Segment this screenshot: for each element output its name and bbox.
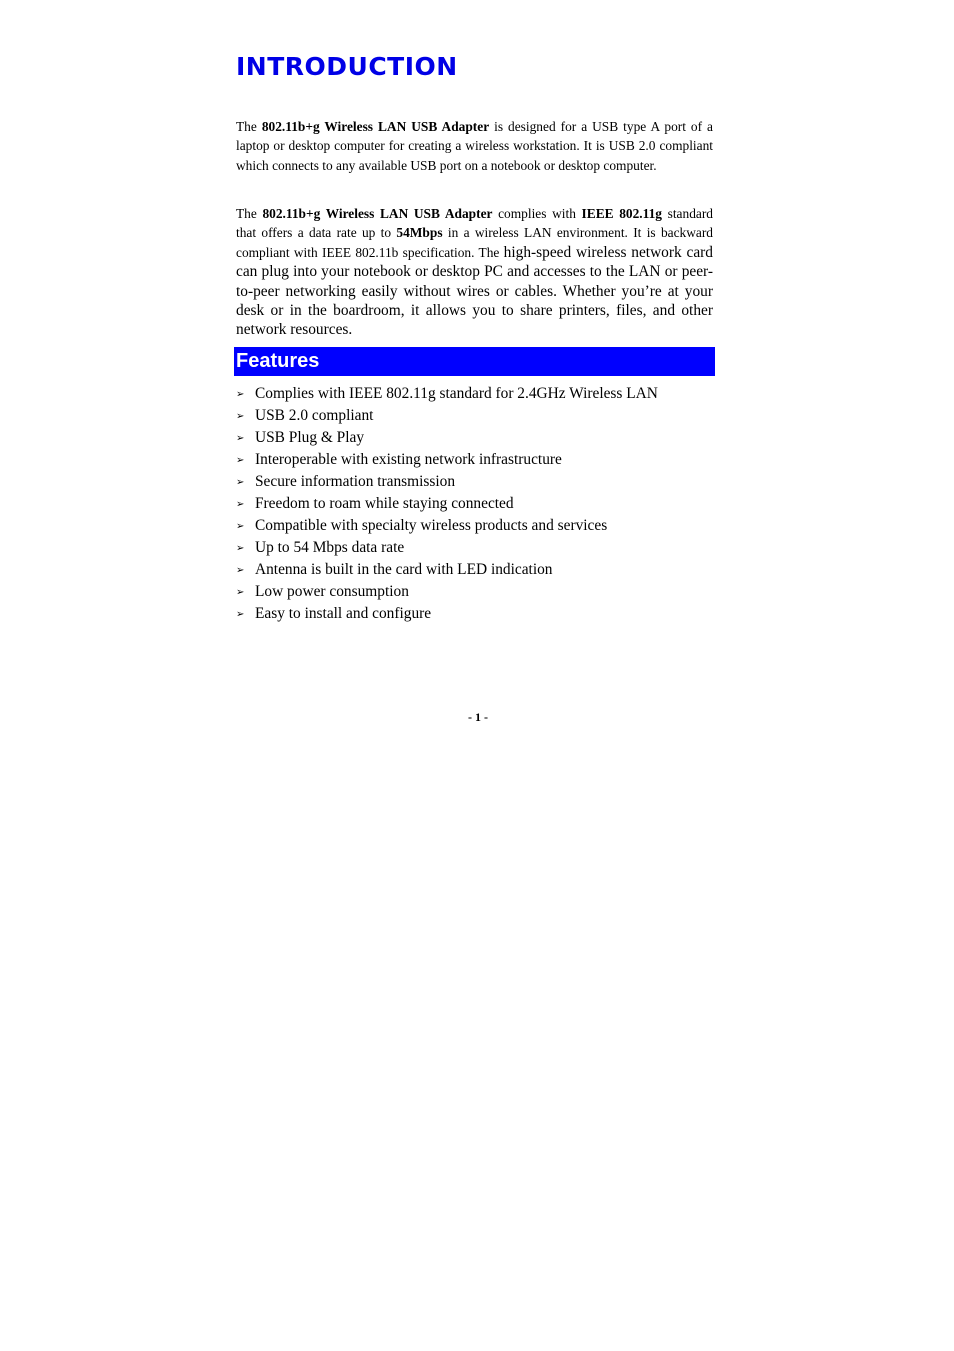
features-section-bar [234, 347, 715, 376]
feature-text: Up to 54 Mbps data rate [255, 539, 405, 556]
feature-item [236, 515, 658, 537]
feature-text: Complies with IEEE 802.11g standard for 2.4GHz Wireless LAN [255, 385, 658, 402]
feature-text: Compatible with specialty wireless products and services [255, 517, 608, 534]
intro-p2-text-3: standard that offers a data rate up to [236, 206, 713, 241]
chapter-title: INTRODUCTION [236, 52, 458, 81]
feature-item [236, 449, 658, 471]
features-list [236, 383, 658, 625]
arrow-bullet-icon: ➢ [236, 454, 245, 466]
feature-item [236, 603, 658, 625]
feature-text: Antenna is built in the card with LED indication [255, 561, 553, 578]
arrow-bullet-icon: ➢ [236, 498, 245, 510]
feature-item [236, 471, 658, 493]
feature-item [236, 383, 658, 405]
feature-item [236, 537, 658, 559]
features-title: Features [236, 350, 320, 372]
arrow-bullet-icon: ➢ [236, 476, 245, 488]
feature-text: Interoperable with existing network infrastructure [255, 451, 562, 468]
intro-paragraph-2 [236, 204, 713, 340]
arrow-bullet-icon: ➢ [236, 410, 245, 422]
arrow-bullet-icon: ➢ [236, 432, 245, 444]
intro-p2-text-1: The [236, 206, 263, 221]
intro-paragraph-1 [236, 117, 713, 175]
feature-text: Freedom to roam while staying connected [255, 495, 514, 512]
data-rate: 54Mbps [396, 225, 443, 241]
feature-item [236, 559, 658, 581]
feature-text: Low power consumption [255, 583, 409, 600]
feature-text: USB 2.0 compliant [255, 407, 374, 424]
product-name: 802.11b+g Wireless LAN USB Adapter [262, 206, 493, 221]
intro-p1-text-1: The [236, 119, 262, 134]
arrow-bullet-icon: ➢ [236, 608, 245, 620]
feature-text: Easy to install and configure [255, 605, 432, 622]
arrow-bullet-icon: ➢ [236, 586, 245, 598]
arrow-bullet-icon: ➢ [236, 388, 245, 400]
standard-name: IEEE 802.11g [581, 206, 662, 221]
arrow-bullet-icon: ➢ [236, 542, 245, 554]
arrow-bullet-icon: ➢ [236, 520, 245, 532]
feature-text: Secure information transmission [255, 473, 456, 490]
feature-item [236, 493, 658, 515]
intro-p2-text-4: in a wireless LAN environment. It is backward compliant with IEEE 802.11b specification. The [236, 225, 713, 260]
page-number: - 1 - [468, 710, 488, 724]
intro-p1-text-2: is designed for a USB type A port of a laptop or desktop computer for creating a wireless workstation. It is USB 2.0 compliant which connects to any available USB port on a notebook or desktop computer. [236, 119, 714, 173]
feature-text: USB Plug & Play [255, 429, 365, 446]
intro-p2-text-5: high-speed wireless network card can plug into your notebook or desktop PC and accesses to the LAN or peer-to-peer networking easily without wires or cables. Whether you’re at your desk or in the boardroom, it allows you to share printers, files, and other network resources. [236, 243, 714, 339]
feature-item [236, 405, 658, 427]
feature-item [236, 427, 658, 449]
arrow-bullet-icon: ➢ [236, 564, 245, 576]
intro-p2-text-2: complies with [492, 206, 582, 221]
feature-item [236, 581, 658, 603]
product-name: 802.11b+g Wireless LAN USB Adapter [261, 119, 490, 134]
